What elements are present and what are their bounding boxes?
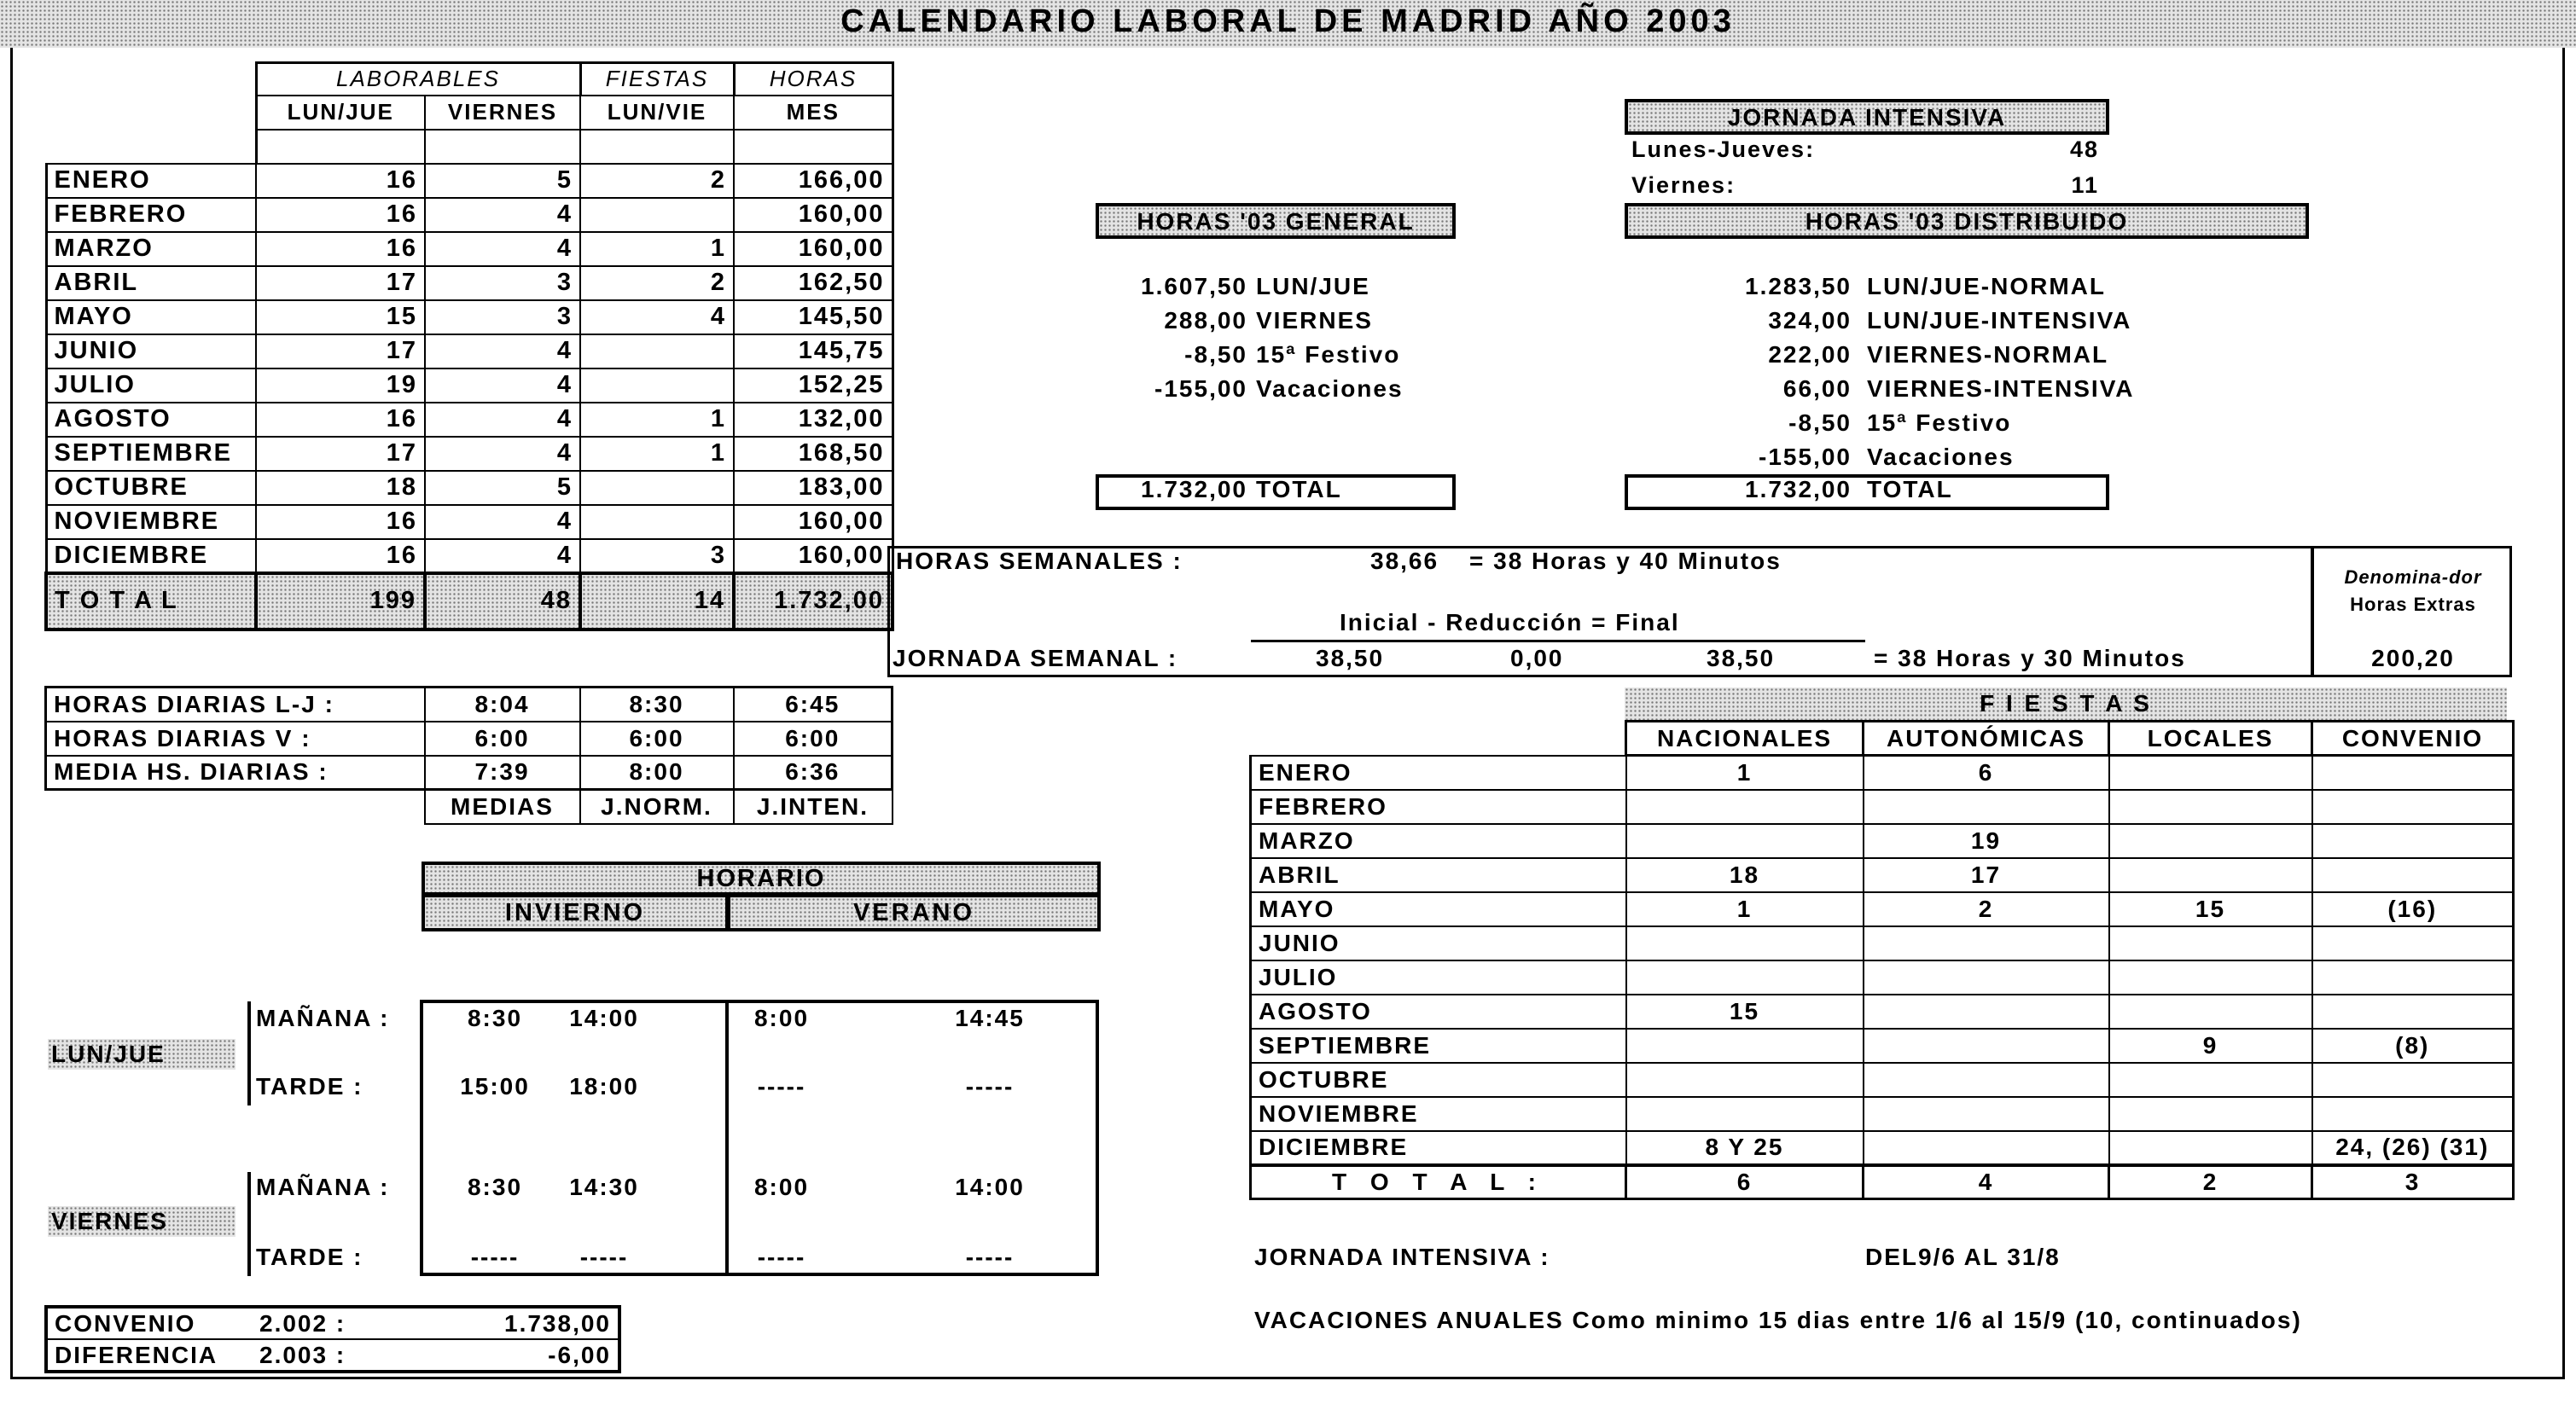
fiestas-value — [580, 368, 734, 403]
fiestas-nacionales — [1626, 1063, 1864, 1097]
daily-row — [46, 688, 893, 722]
fiestas-title: F I E S T A S — [1980, 690, 2152, 717]
fiestas-value: 1 — [580, 232, 734, 266]
fiestas-month: ENERO — [1251, 756, 1626, 790]
distribuido-label: LUN/JUE-NORMAL — [1867, 273, 2106, 299]
daily-hours-table — [44, 686, 893, 825]
lunjue-value: 16 — [256, 164, 425, 198]
jornada-semanal-equiv: = 38 Horas y 30 Minutos — [1874, 645, 2186, 671]
col-nacionales: NACIONALES — [1626, 722, 1864, 756]
footer-jinten: J.INTEN. — [734, 790, 893, 824]
ji-lunjue-label: Lunes-Jueves: — [1631, 136, 1816, 162]
convenio-row — [46, 1339, 619, 1372]
footer-vacaciones: VACACIONES ANUALES Como minimo 15 dias entre 1/6 al 15/9 (10, continuados) — [1254, 1307, 2302, 1333]
daily-medias: 8:04 — [425, 688, 580, 722]
month-row — [46, 368, 893, 403]
lunjue-value: 15 — [256, 300, 425, 334]
ji-lunjue-value: 48 — [2069, 136, 2099, 162]
fiestas-value — [580, 334, 734, 368]
fiestas-autonomicas — [1864, 790, 2109, 824]
general-value: 288,00 — [1164, 307, 1247, 334]
fiestas-nacionales: 1 — [1626, 892, 1864, 926]
fiestas-month: MARZO — [1251, 824, 1626, 858]
lunjue-value: 19 — [256, 368, 425, 403]
viernes-tarde-time: ----- — [965, 1244, 1015, 1270]
header-horas: HORAS — [734, 63, 893, 96]
lunjue-bracket — [247, 1001, 251, 1105]
fiestas-nacionales — [1626, 790, 1864, 824]
fiestas-autonomicas — [1864, 1063, 2109, 1097]
total-label: T O T A L — [46, 573, 256, 630]
fiestas-month: SEPTIEMBRE — [1251, 1029, 1626, 1063]
fiestas-convenio — [2312, 960, 2514, 995]
viernes-manana-time: 14:00 — [955, 1174, 1025, 1200]
fiestas-value — [580, 198, 734, 232]
subheader-viernes: VIERNES — [425, 96, 580, 130]
total-horas: 1.732,00 — [734, 573, 893, 630]
fiestas-locales — [2109, 1097, 2312, 1131]
general-value: -8,50 — [1184, 341, 1247, 368]
fiestas-locales: 9 — [2109, 1029, 2312, 1063]
distribuido-value: -155,00 — [1759, 444, 1852, 470]
lunjue-manana-time: 8:30 — [467, 1005, 523, 1031]
convenio-row — [46, 1307, 619, 1339]
month-name: OCTUBRE — [46, 471, 256, 505]
horas-general-title-box — [1096, 203, 1456, 239]
general-label: LUN/JUE — [1256, 273, 1370, 299]
fiestas-row — [1251, 1097, 2514, 1131]
fiestas-row — [1251, 926, 2514, 960]
fiestas-convenio — [2312, 824, 2514, 858]
daily-jinten: 6:45 — [734, 688, 893, 722]
distribuido-label: 15ª Festivo — [1867, 409, 2012, 436]
fiestas-row — [1251, 892, 2514, 926]
viernes-value: 5 — [425, 164, 580, 198]
daily-label: MEDIA HS. DIARIAS : — [46, 756, 425, 790]
viernes-value: 4 — [425, 368, 580, 403]
month-name: JUNIO — [46, 334, 256, 368]
fiestas-total-convenio: 3 — [2312, 1165, 2514, 1199]
month-row — [46, 471, 893, 505]
general-value: 1.607,50 — [1141, 273, 1247, 299]
fiestas-total-locales: 2 — [2109, 1165, 2312, 1199]
daily-jnorm: 6:00 — [580, 722, 734, 756]
subheader-mes: MES — [734, 96, 893, 130]
title-bar — [0, 0, 2576, 48]
month-row — [46, 403, 893, 437]
lunjue-tarde-time: ----- — [965, 1073, 1015, 1100]
fiestas-row — [1251, 756, 2514, 790]
daily-label: HORAS DIARIAS L-J : — [46, 688, 425, 722]
fiestas-convenio: (16) — [2312, 892, 2514, 926]
col-autonomicas: AUTONÓMICAS — [1864, 722, 2109, 756]
general-label: 15ª Festivo — [1256, 341, 1401, 368]
horas-value: 132,00 — [734, 403, 893, 437]
fiestas-nacionales: 15 — [1626, 995, 1864, 1029]
lunjue-value: 17 — [256, 437, 425, 471]
viernes-value: 4 — [425, 539, 580, 573]
daily-jinten: 6:00 — [734, 722, 893, 756]
fiestas-convenio: (8) — [2312, 1029, 2514, 1063]
footer-jornada-label: JORNADA INTENSIVA : — [1254, 1244, 1550, 1270]
fiestas-convenio — [2312, 1063, 2514, 1097]
fiestas-month: AGOSTO — [1251, 995, 1626, 1029]
month-row — [46, 198, 893, 232]
convenio-year: 2.002 : — [253, 1307, 406, 1339]
daily-label: HORAS DIARIAS V : — [46, 722, 425, 756]
total-viernes: 48 — [425, 573, 580, 630]
horas-value: 145,50 — [734, 300, 893, 334]
fiestas-locales — [2109, 858, 2312, 892]
viernes-value: 4 — [425, 437, 580, 471]
distribuido-value: 222,00 — [1768, 341, 1852, 368]
convenio-label: DIFERENCIA — [55, 1341, 218, 1368]
fiestas-locales — [2109, 824, 2312, 858]
formula-rule — [1251, 640, 1865, 642]
distribuido-label: LUN/JUE-INTENSIVA — [1867, 307, 2132, 334]
lunjue-manana-time: 14:45 — [955, 1005, 1025, 1031]
horas-general-total-label: TOTAL — [1256, 476, 1342, 502]
fiestas-value: 2 — [580, 164, 734, 198]
fiestas-convenio — [2312, 926, 2514, 960]
verano-header: VERANO — [727, 896, 1101, 931]
fiestas-total-label: T O T A L : — [1251, 1165, 1626, 1199]
fiestas-nacionales — [1626, 960, 1864, 995]
fiestas-row — [1251, 790, 2514, 824]
page-title: CALENDARIO LABORAL DE MADRID AÑO 2003 — [840, 3, 1736, 39]
fiestas-nacionales — [1626, 926, 1864, 960]
lunjue-manana-time: 14:00 — [569, 1005, 639, 1031]
horas-value: 162,50 — [734, 266, 893, 300]
fiestas-nacionales — [1626, 1097, 1864, 1131]
lunjue-tarde-time: ----- — [757, 1073, 806, 1100]
lunjue-manana-time: 8:00 — [753, 1005, 810, 1031]
viernes-value: 4 — [425, 198, 580, 232]
lunjue-value: 16 — [256, 403, 425, 437]
distribuido-value: 324,00 — [1768, 307, 1852, 334]
fiestas-autonomicas: 6 — [1864, 756, 2109, 790]
header-laborables: LABORABLES — [256, 63, 580, 96]
viernes-value: 5 — [425, 471, 580, 505]
fiestas-month: MAYO — [1251, 892, 1626, 926]
viernes-manana-label: MAÑANA : — [256, 1174, 390, 1200]
fiestas-autonomicas: 19 — [1864, 824, 2109, 858]
horas-semanales-equiv: = 38 Horas y 40 Minutos — [1469, 548, 1782, 574]
extras-label-1: Denomina-dor — [2344, 566, 2482, 588]
viernes-value: 4 — [425, 334, 580, 368]
fiestas-value — [580, 471, 734, 505]
fiestas-autonomicas — [1864, 926, 2109, 960]
viernes-value: 3 — [425, 266, 580, 300]
horas-distribuido-total-value: 1.732,00 — [1745, 476, 1852, 502]
month-name: NOVIEMBRE — [46, 505, 256, 539]
fiestas-autonomicas — [1864, 1131, 2109, 1165]
horas-distribuido-title-box — [1625, 203, 2309, 239]
convenio-table — [44, 1305, 621, 1373]
fiestas-locales — [2109, 1131, 2312, 1165]
month-name: MARZO — [46, 232, 256, 266]
fiestas-month: ABRIL — [1251, 858, 1626, 892]
formula-header: Inicial - Reducción = Final — [1340, 609, 1680, 635]
fiestas-value — [580, 505, 734, 539]
total-fiestas: 14 — [580, 573, 734, 630]
lunjue-value: 16 — [256, 232, 425, 266]
viernes-value: 4 — [425, 505, 580, 539]
jornada-intensiva-title: JORNADA INTENSIVA — [1727, 104, 2007, 131]
lunjue-value: 16 — [256, 198, 425, 232]
horas-value: 160,00 — [734, 232, 893, 266]
month-row — [46, 232, 893, 266]
daily-jinten: 6:36 — [734, 756, 893, 790]
horas-value: 160,00 — [734, 505, 893, 539]
lunjue-value: 17 — [256, 334, 425, 368]
col-convenio: CONVENIO — [2312, 722, 2514, 756]
lunjue-manana-label: MAÑANA : — [256, 1005, 390, 1031]
fiestas-autonomicas: 17 — [1864, 858, 2109, 892]
fiestas-month: JULIO — [1251, 960, 1626, 995]
fiestas-convenio — [2312, 756, 2514, 790]
horas-value: 166,00 — [734, 164, 893, 198]
lunjue-tarde-time: 18:00 — [569, 1073, 639, 1100]
daily-medias: 7:39 — [425, 756, 580, 790]
fiestas-convenio — [2312, 1097, 2514, 1131]
general-value: -155,00 — [1154, 375, 1247, 402]
month-name: ABRIL — [46, 266, 256, 300]
extras-value: 200,20 — [2371, 645, 2455, 671]
distribuido-value: -8,50 — [1788, 409, 1852, 436]
month-row — [46, 164, 893, 198]
fiestas-locales — [2109, 790, 2312, 824]
fiestas-convenio — [2312, 790, 2514, 824]
viernes-manana-time: 14:30 — [569, 1174, 639, 1200]
horas-value: 145,75 — [734, 334, 893, 368]
ji-viernes-label: Viernes: — [1631, 172, 1736, 198]
horas-distribuido-title: HORAS '03 DISTRIBUIDO — [1805, 208, 2129, 235]
viernes-label-box: VIERNES — [48, 1206, 236, 1237]
fiestas-month: FEBRERO — [1251, 790, 1626, 824]
viernes-manana-time: 8:00 — [753, 1174, 810, 1200]
horas-distribuido-total-label: TOTAL — [1867, 476, 1953, 502]
general-label: VIERNES — [1256, 307, 1373, 334]
fiestas-nacionales — [1626, 1029, 1864, 1063]
lunjue-value: 16 — [256, 539, 425, 573]
lunjue-value: 16 — [256, 505, 425, 539]
distribuido-value: 1.283,50 — [1745, 273, 1852, 299]
fiestas-total-nacionales: 6 — [1626, 1165, 1864, 1199]
horas-value: 152,25 — [734, 368, 893, 403]
general-label: Vacaciones — [1256, 375, 1404, 402]
subheader-lunjue: LUN/JUE — [256, 96, 425, 130]
fiestas-row — [1251, 1029, 2514, 1063]
distribuido-label: Vacaciones — [1867, 444, 2015, 470]
jornada-semanal-label: JORNADA SEMANAL : — [893, 645, 1178, 671]
fiestas-autonomicas — [1864, 960, 2109, 995]
horas-value: 168,50 — [734, 437, 893, 471]
viernes-tarde-label: TARDE : — [256, 1244, 363, 1270]
fiestas-autonomicas — [1864, 1097, 2109, 1131]
distribuido-label: VIERNES-NORMAL — [1867, 341, 2109, 368]
fiestas-locales — [2109, 756, 2312, 790]
daily-row — [46, 756, 893, 790]
ji-viernes-value: 11 — [2071, 172, 2099, 198]
total-lunjue: 199 — [256, 573, 425, 630]
month-name: MAYO — [46, 300, 256, 334]
daily-jnorm: 8:30 — [580, 688, 734, 722]
fiestas-month: JUNIO — [1251, 926, 1626, 960]
horas-general-total-value: 1.732,00 — [1141, 476, 1247, 502]
fiestas-row — [1251, 1131, 2514, 1165]
viernes-value: 4 — [425, 232, 580, 266]
fiestas-locales — [2109, 926, 2312, 960]
fiestas-month: NOVIEMBRE — [1251, 1097, 1626, 1131]
month-row — [46, 539, 893, 573]
convenio-year: 2.003 : — [259, 1341, 346, 1368]
subheader-lunvie: LUN/VIE — [580, 96, 734, 130]
jornada-intensiva-title-box — [1625, 99, 2109, 135]
month-name: DICIEMBRE — [46, 539, 256, 573]
fiestas-autonomicas — [1864, 995, 2109, 1029]
daily-medias: 6:00 — [425, 722, 580, 756]
distribuido-value: 66,00 — [1782, 375, 1852, 402]
fiestas-locales: 15 — [2109, 892, 2312, 926]
horas-value: 183,00 — [734, 471, 893, 505]
fiestas-convenio: 24, (26) (31) — [2312, 1131, 2514, 1165]
convenio-value: -6,00 — [548, 1341, 611, 1368]
viernes-tarde-time: ----- — [757, 1244, 806, 1270]
fiestas-value: 1 — [580, 403, 734, 437]
horario-title-box — [422, 862, 1101, 896]
header-fiestas: FIESTAS — [580, 63, 734, 96]
lunjue-tarde-time: 15:00 — [460, 1073, 530, 1100]
footer-medias: MEDIAS — [425, 790, 580, 824]
months-table — [44, 61, 894, 631]
fiestas-locales — [2109, 960, 2312, 995]
horas-value: 160,00 — [734, 198, 893, 232]
jornada-inicial: 38,50 — [1316, 645, 1385, 671]
lunjue-tarde-label: TARDE : — [256, 1073, 363, 1100]
fiestas-nacionales: 8 Y 25 — [1626, 1131, 1864, 1165]
month-name: JULIO — [46, 368, 256, 403]
fiestas-nacionales: 18 — [1626, 858, 1864, 892]
lunjue-value: 18 — [256, 471, 425, 505]
fiestas-month: DICIEMBRE — [1251, 1131, 1626, 1165]
horas-value: 160,00 — [734, 539, 893, 573]
daily-row — [46, 722, 893, 756]
fiestas-autonomicas — [1864, 1029, 2109, 1063]
distribuido-label: VIERNES-INTENSIVA — [1867, 375, 2135, 402]
extras-label-2: Horas Extras — [2350, 594, 2476, 615]
month-row — [46, 437, 893, 471]
month-row — [46, 334, 893, 368]
fiestas-title-box — [1625, 688, 2507, 720]
fiestas-autonomicas: 2 — [1864, 892, 2109, 926]
fiestas-convenio — [2312, 995, 2514, 1029]
fiestas-convenio — [2312, 858, 2514, 892]
month-name: SEPTIEMBRE — [46, 437, 256, 471]
lunjue-label-box: LUN/JUE — [48, 1039, 236, 1070]
fiestas-value: 1 — [580, 437, 734, 471]
horas-semanales-label: HORAS SEMANALES : — [896, 548, 1183, 574]
fiestas-value: 2 — [580, 266, 734, 300]
fiestas-value: 4 — [580, 300, 734, 334]
horas-semanales-value: 38,66 — [1370, 548, 1439, 574]
viernes-tarde-time: ----- — [579, 1244, 629, 1270]
fiestas-row — [1251, 1063, 2514, 1097]
fiestas-locales — [2109, 1063, 2312, 1097]
footer-jnorm: J.NORM. — [580, 790, 734, 824]
horario-grid — [420, 1000, 1099, 1276]
viernes-value: 3 — [425, 300, 580, 334]
month-name: FEBRERO — [46, 198, 256, 232]
viernes-value: 4 — [425, 403, 580, 437]
fiestas-nacionales: 1 — [1626, 756, 1864, 790]
viernes-manana-time: 8:30 — [467, 1174, 523, 1200]
horario-divider — [725, 1000, 729, 1276]
viernes-tarde-time: ----- — [470, 1244, 520, 1270]
jornada-reduccion: 0,00 — [1510, 645, 1564, 671]
viernes-bracket — [247, 1172, 251, 1276]
fiestas-value: 3 — [580, 539, 734, 573]
fiestas-month: OCTUBRE — [1251, 1063, 1626, 1097]
month-name: ENERO — [46, 164, 256, 198]
footer-jornada-value: DEL9/6 AL 31/8 — [1865, 1244, 2061, 1270]
convenio-label: CONVENIO — [46, 1307, 253, 1339]
daily-jnorm: 8:00 — [580, 756, 734, 790]
fiestas-table — [1249, 720, 2515, 1200]
fiestas-total-autonomicas: 4 — [1864, 1165, 2109, 1199]
invierno-header: INVIERNO — [422, 896, 729, 931]
fiestas-row — [1251, 824, 2514, 858]
horario-title: HORARIO — [696, 865, 826, 892]
fiestas-nacionales — [1626, 824, 1864, 858]
month-row — [46, 300, 893, 334]
lunjue-value: 17 — [256, 266, 425, 300]
jornada-final: 38,50 — [1707, 645, 1776, 671]
fiestas-row — [1251, 960, 2514, 995]
month-row — [46, 505, 893, 539]
month-name: AGOSTO — [46, 403, 256, 437]
fiestas-row — [1251, 858, 2514, 892]
month-row — [46, 266, 893, 300]
col-locales: LOCALES — [2109, 722, 2312, 756]
convenio-value: 1.738,00 — [406, 1307, 619, 1339]
horas-general-title: HORAS '03 GENERAL — [1137, 208, 1415, 235]
fiestas-locales — [2109, 995, 2312, 1029]
fiestas-row — [1251, 995, 2514, 1029]
